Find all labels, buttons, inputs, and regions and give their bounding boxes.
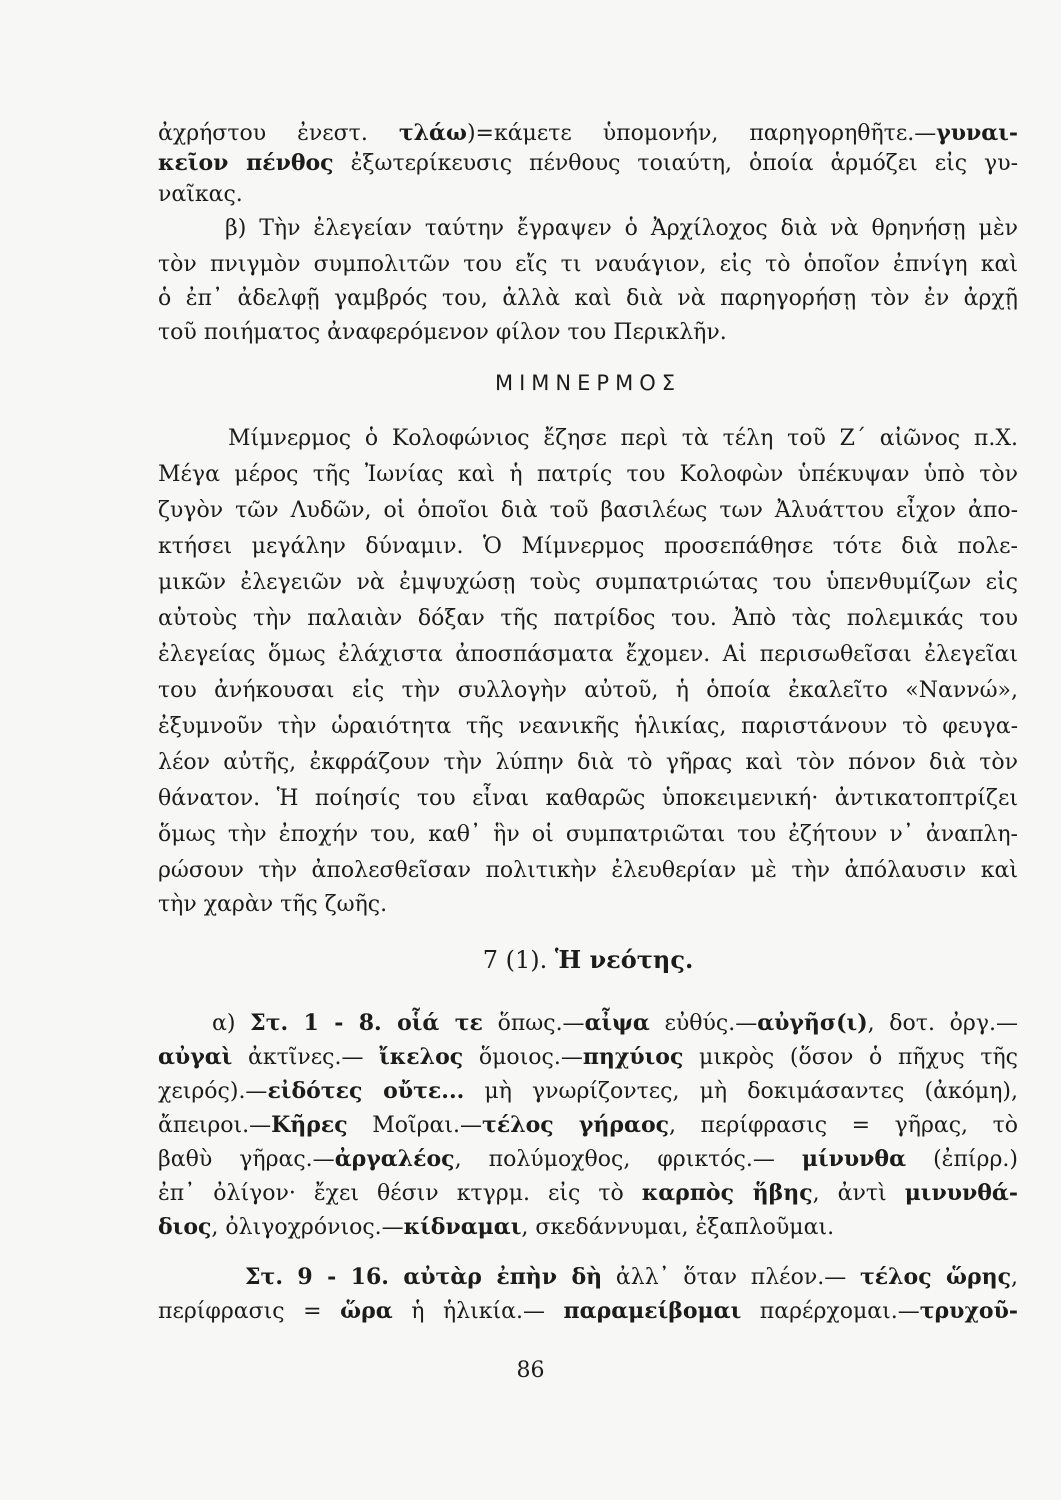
text-line-22: α) Στ. 1 - 8. οἷά τε ὅπως.—αἶψα εὐθύς.—αὐγῆσ(ι), δοτ. ὀργ.— xyxy=(212,1010,1018,1036)
text-line-25: ἄπειροι.—Κῆρες Μοῖραι.—τέλος γήραος, περίφρασις = γῆρας, τὸ xyxy=(158,1112,1018,1138)
text-line-8: Μίμνερμος ὁ Κολοφώνιος ἔζησε περὶ τὰ τέλη τοῦ Ζ΄ αἰῶνος π.Χ. xyxy=(228,426,1018,451)
text-line-5: τὸν πνιγμὸν συμπολιτῶν του εἴς τι ναυάγιον, εἰς τὸ ὁποῖον ἐπνίγη καὶ xyxy=(158,252,1018,277)
text-line-17: λέον αὐτῆς, ἐκφράζουν τὴν λύπην διὰ τὸ γῆρας καὶ τὸν πόνον διὰ τὸν xyxy=(158,750,1018,775)
subsection-heading: 7 (1). Ἡ νεότης. xyxy=(482,945,694,974)
text-line-21: τὴν χαρὰν τῆς ζωῆς. xyxy=(158,892,388,917)
text-line-27: ἐπ᾽ ὀλίγον· ἔχει θέσιν κτγρμ. εἰς τὸ καρπὸς ἥβης, ἀντὶ μινυνθά- xyxy=(158,1180,1018,1206)
page-number: 86 xyxy=(516,1358,545,1383)
text-line-13: αὐτοὺς τὴν παλαιὰν δόξαν τῆς πατρίδος του. Ἀπὸ τὰς πολεμικάς του xyxy=(158,606,1018,631)
text-line-9: Μέγα μέρος τῆς Ἰωνίας καὶ ἡ πατρίς του Κολοφὼν ὑπέκυψαν ὑπὸ τὸν xyxy=(158,462,1018,487)
text-line-4: β) Τὴν ἐλεγείαν ταύτην ἔγραψεν ὁ Ἀρχίλοχος διὰ νὰ θρηνήσῃ μὲν xyxy=(225,216,1018,241)
text-line-30: περίφρασις = ὥρα ἡ ἡλικία.— παραμείβομαι παρέρχομαι.—τρυχοῦ- xyxy=(158,1298,1018,1324)
text-line-16: ἐξυμνοῦν τὴν ὡραιότητα τῆς νεανικῆς ἡλικίας, παριστάνουν τὸ φευγα- xyxy=(158,714,1018,739)
text-line-26: βαθὺ γῆρας.—ἀργαλέος, πολύμοχθος, φρικτός.— μίνυνθα (ἐπίρρ.) xyxy=(158,1146,1018,1172)
text-line-2: κεῖον πένθος ἐξωτερίκευσις πένθους τοιαύτη, ὁποία ἁρμόζει εἰς γυ- xyxy=(158,150,1018,176)
text-line-15: του ἀνήκουσαι εἰς τὴν συλλογὴν αὐτοῦ, ἡ ὁποία ἐκαλεῖτο «Ναννώ», xyxy=(158,678,1018,703)
text-line-29: Στ. 9 - 16. αὐτὰρ ἐπὴν δὴ ἀλλ᾽ ὅταν πλέον.— τέλος ὥρης, xyxy=(245,1264,1018,1290)
text-line-23: αὐγαὶ ἀκτῖνες.— ἴκελος ὅμοιος.—πηχύιος μικρὸς (ὅσον ὁ πῆχυς τῆς xyxy=(158,1044,1018,1070)
text-line-24: χειρός).—εἰδότες οὔτε... μὴ γνωρίζοντες, μὴ δοκιμάσαντες (ἀκόμη), xyxy=(158,1078,1018,1104)
text-line-3: ναῖκας. xyxy=(158,182,243,207)
text-line-28: διος, ὀλιγοχρόνιος.—κίδναμαι, σκεδάννυμαι, ἐξαπλοῦμαι. xyxy=(158,1214,835,1240)
text-line-1: ἀχρήστου ἐνεστ. τλάω)=κάμετε ὑπομονήν, παρηγορηθῆτε.—γυναι- xyxy=(158,120,1019,146)
text-line-20: ρώσουν τὴν ἀπολεσθεῖσαν πολιτικὴν ἐλευθερίαν μὲ τὴν ἀπόλαυσιν καὶ xyxy=(158,858,1018,883)
text-line-19: ὅμως τὴν ἐποχήν του, καθ᾽ ἣν οἱ συμπατριῶται του ἐζήτουν ν᾽ ἀναπλη- xyxy=(158,822,1018,847)
text-line-6: ὁ ἐπ᾽ ἀδελφῇ γαμβρός του, ἀλλὰ καὶ διὰ νὰ παρηγορήσῃ τὸν ἐν ἀρχῇ xyxy=(158,286,1018,311)
section-heading: ΜΙΜΝΕΡΜΟΣ xyxy=(495,371,681,395)
text-line-18: θάνατον. Ἡ ποίησίς του εἶναι καθαρῶς ὑποκειμενική· ἀντικατοπτρίζει xyxy=(158,786,1018,811)
text-line-14: ἐλεγείας ὅμως ἐλάχιστα ἀποσπάσματα ἔχομεν. Αἱ περισωθεῖσαι ἐλεγεῖαι xyxy=(158,642,1018,667)
text-line-10: ζυγὸν τῶν Λυδῶν, οἱ ὁποῖοι διὰ τοῦ βασιλέως των Ἀλυάττου εἶχον ἀπο- xyxy=(158,498,1018,523)
text-line-12: μικῶν ἐλεγειῶν νὰ ἐμψυχώσῃ τοὺς συμπατριώτας του ὑπενθυμίζων εἰς xyxy=(158,570,1018,595)
text-line-7: τοῦ ποιήματος ἀναφερόμενον φίλον του Περικλῆν. xyxy=(158,320,727,345)
text-line-11: κτήσει μεγάλην δύναμιν. Ὁ Μίμνερμος προσεπάθησε τότε διὰ πολε- xyxy=(158,534,1018,559)
